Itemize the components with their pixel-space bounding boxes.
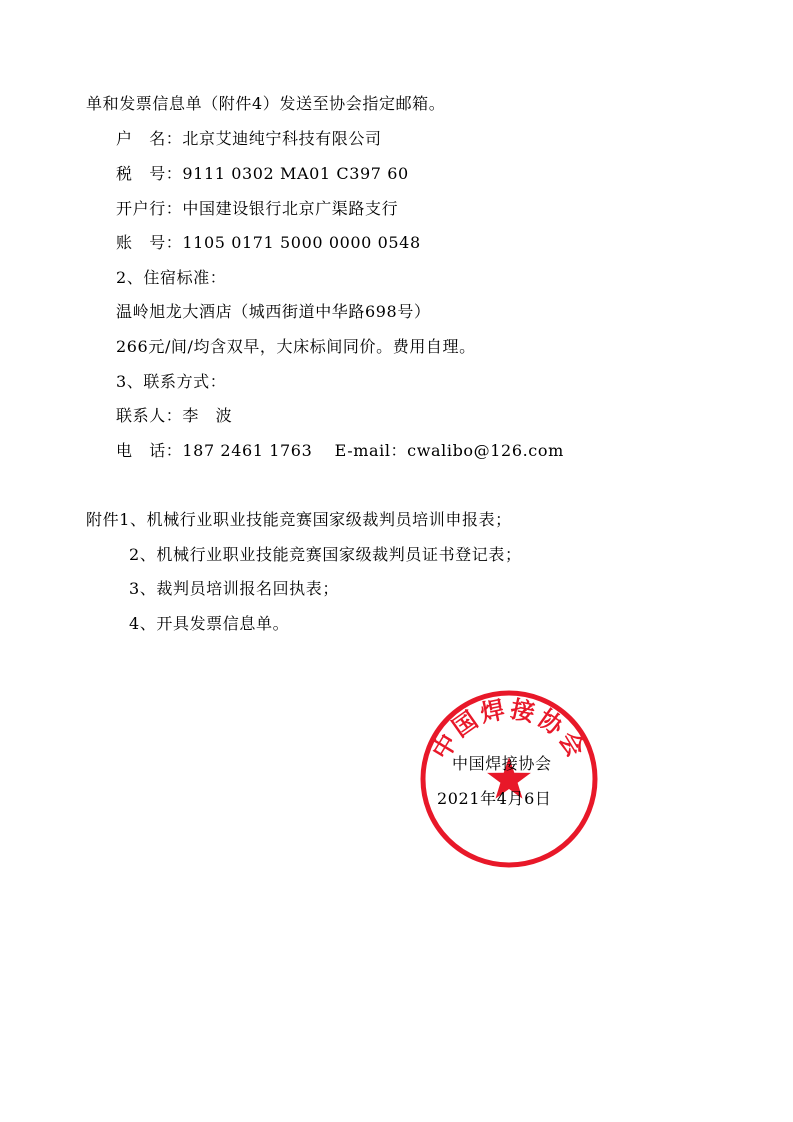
seal-text: 中国焊接协会 — [426, 694, 592, 765]
signature-date: 2021年4月6日 — [437, 789, 552, 808]
bank-account-name: 户 名：北京艾迪纯宁科技有限公司 — [116, 129, 382, 148]
bank-account-number: 账 号：1105 0171 5000 0000 0548 — [116, 233, 421, 252]
contact-phone-email: 电 话：187 2461 1763 E-mail：cwalibo@126.com — [116, 441, 564, 460]
attachment-item: 2、机械行业职业技能竞赛国家级裁判员证书登记表； — [129, 545, 522, 564]
official-seal-stamp — [418, 688, 600, 870]
contact-person: 联系人：李 波 — [116, 406, 233, 425]
intro-line: 单和发票信息单（附件4）发送至协会指定邮箱。 — [86, 94, 446, 113]
attachment-item: 附件1、机械行业职业技能竞赛国家级裁判员培训申报表； — [86, 510, 512, 529]
contact-heading: 3、联系方式： — [116, 372, 227, 391]
attachment-item: 4、开具发票信息单。 — [129, 614, 290, 633]
bank-name: 开户行：中国建设银行北京广渠路支行 — [116, 199, 399, 218]
hotel-heading: 2、住宿标准： — [116, 268, 227, 287]
attachment-item: 3、裁判员培训报名回执表； — [129, 579, 339, 598]
signature-org: 中国焊接协会 — [452, 754, 552, 773]
hotel-name: 温岭旭龙大酒店（城西街道中华路698号） — [116, 302, 431, 321]
hotel-price: 266元/间/均含双早，大床标间同价。费用自理。 — [116, 337, 476, 356]
bank-tax-number: 税 号：9111 0302 MA01 C397 60 — [116, 164, 409, 183]
